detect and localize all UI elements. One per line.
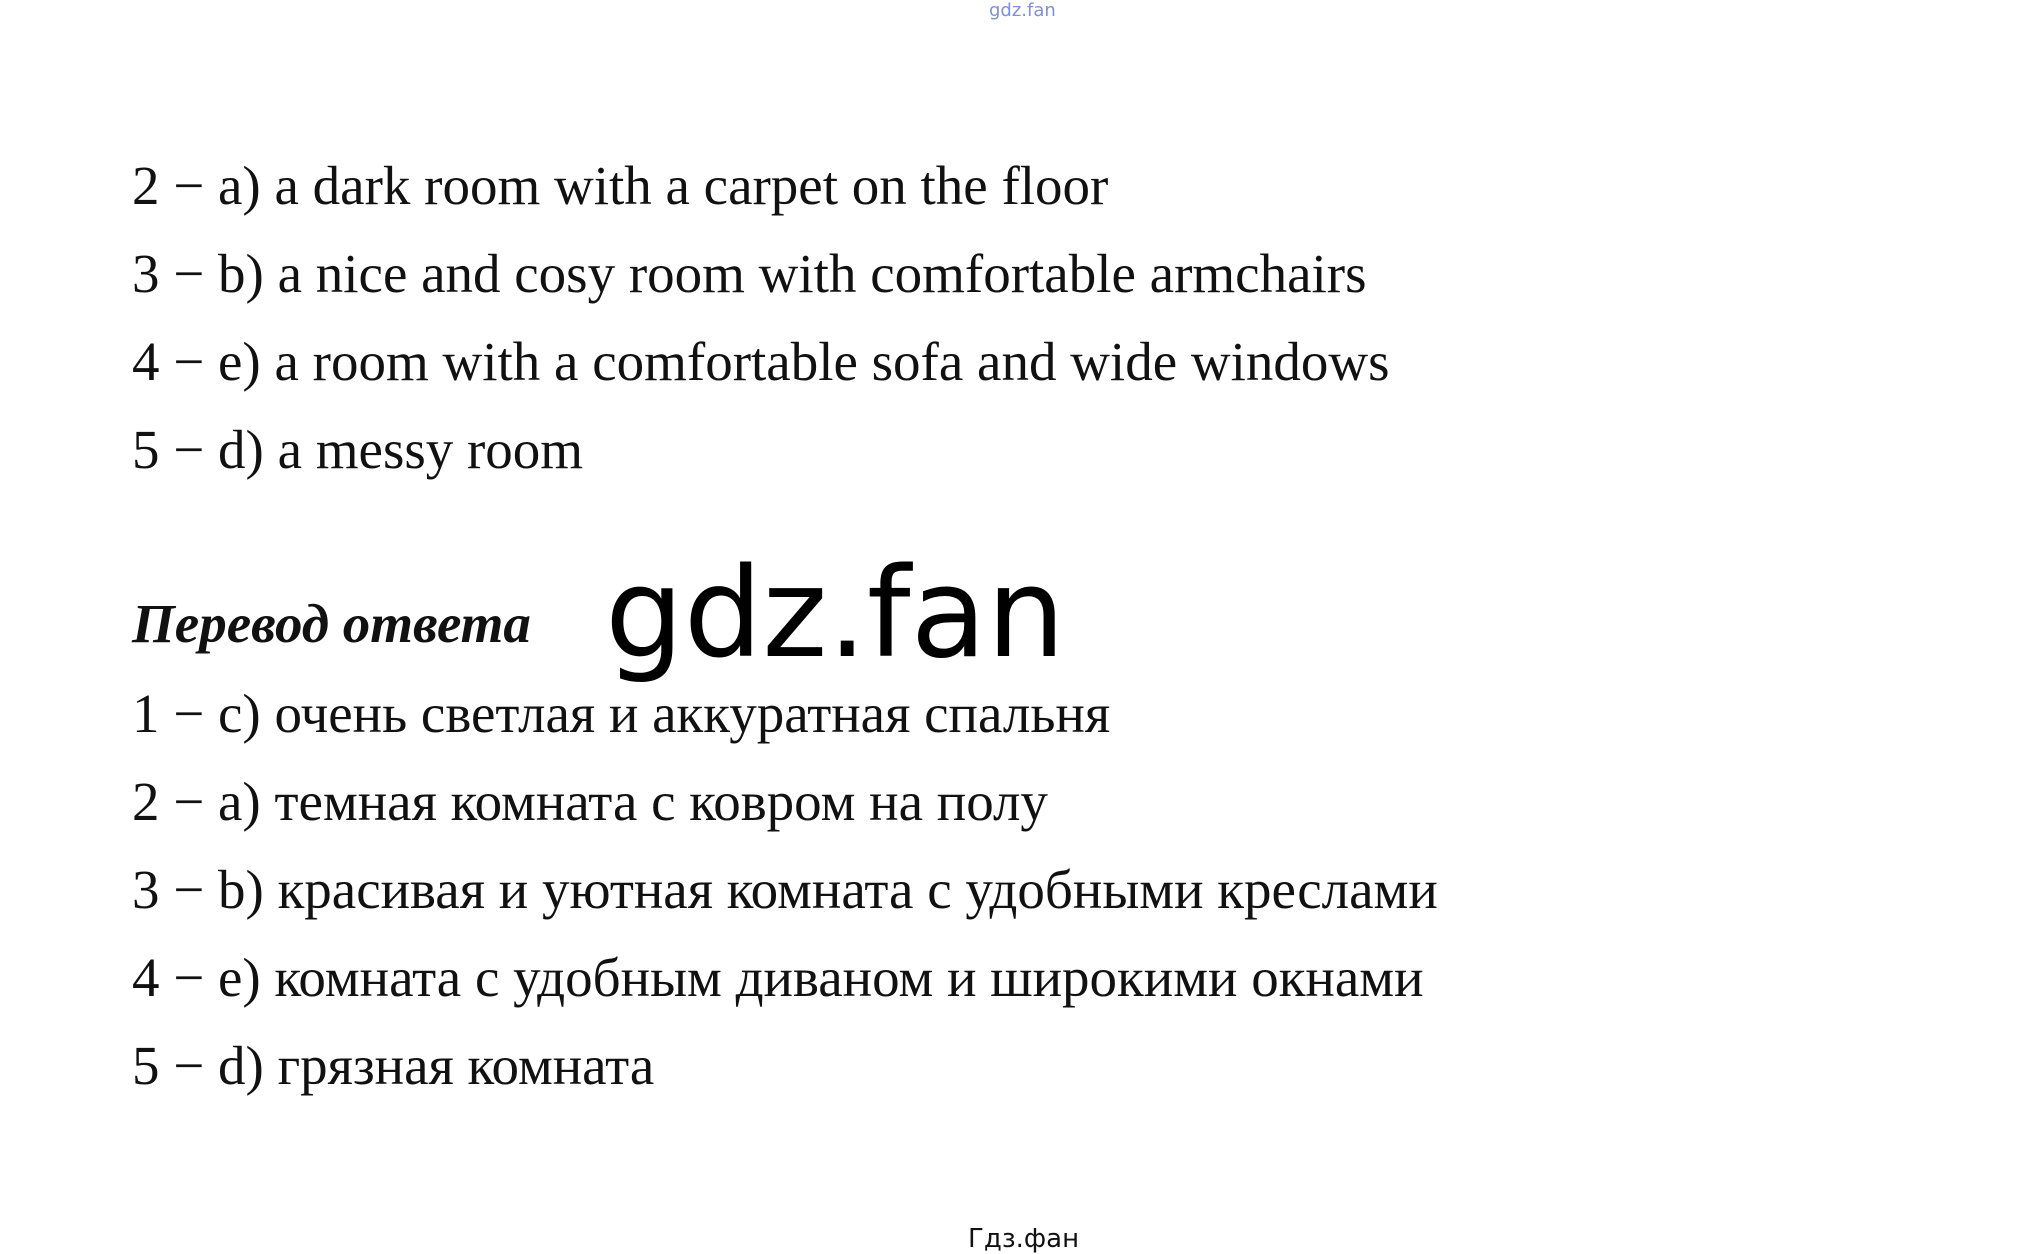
- translation-heading: Перевод ответа: [132, 593, 531, 654]
- top-watermark: gdz.fan: [989, 0, 1056, 21]
- footer-watermark: Гдз.фан: [968, 1224, 1080, 1254]
- big-watermark: gdz.fan: [605, 542, 1066, 686]
- english-answer-line: 4 − e) a room with a comfortable sofa and wide windows: [132, 331, 1390, 392]
- russian-answer-line: 3 − b) красивая и уютная комната с удобными креслами: [132, 859, 1438, 920]
- english-answer-line: 5 − d) a messy room: [132, 419, 584, 480]
- english-answer-line: 3 − b) a nice and cosy room with comfortable armchairs: [132, 243, 1367, 304]
- russian-answer-line: 2 − a) темная комната с ковром на полу: [132, 771, 1048, 832]
- english-answer-line: 2 − a) a dark room with a carpet on the floor: [132, 155, 1109, 216]
- russian-answer-line: 4 − e) комната с удобным диваном и широкими окнами: [132, 947, 1424, 1008]
- russian-answer-line: 5 − d) грязная комната: [132, 1035, 655, 1096]
- russian-answer-line: 1 − c) очень светлая и аккуратная спальня: [132, 683, 1111, 744]
